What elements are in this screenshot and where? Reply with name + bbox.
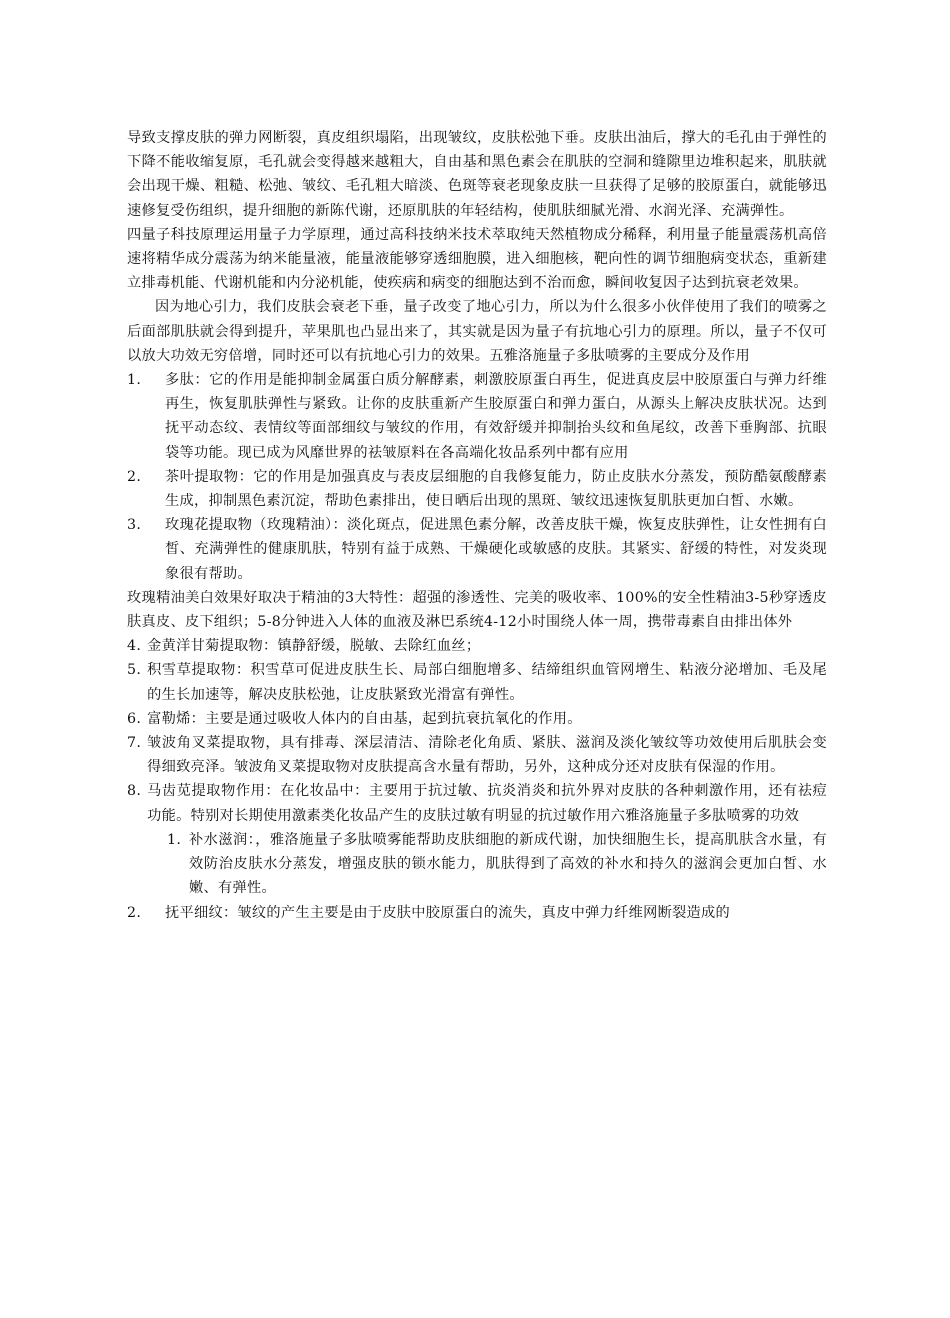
item-number: 8. [127, 783, 142, 800]
ingredient-item [127, 779, 827, 827]
paragraph-quantum-principle: 四量子科技原理运用量子力学原理，通过高科技纳米技术萃取纯天然植物成分稀释，利用量子能量震荡机高倍速将精华成分震荡为纳米能量液，能量液能够穿透细胞膜，进入细胞核，靶向性的调节细胞病变状态，重新建立排毒机能、代谢机能和内分泌机能，使疾病和病变的细胞达到不治而愈，瞬间收复因子达到抗衰老效果。 [127, 226, 827, 292]
item-number: 7. [127, 735, 142, 752]
item-text: 积雪草提取物：积雪草可促进皮肤生长、局部白细胞增多、结缔组织血管网增生、粘液分泌增加、毛及尾的生长加速等，解决皮肤松弛，让皮肤紧致光滑富有弹性。 [147, 662, 827, 703]
item-text: 茶叶提取物：它的作用是加强真皮与表皮层细胞的自我修复能力，防止皮肤水分蒸发，预防酷氨酸酵素生成，抑制黑色素沉淀，帮助色素排出，使日晒后出现的黑斑、皱纹迅速恢复肌肤更加白皙、水嫩。 [165, 468, 827, 510]
item-text: 抚平细纹：皱纹的产生主要是由于皮肤中胶原蛋白的流失，真皮中弹力纤维网断裂造成的 [165, 904, 731, 921]
item-text: 补水滋润：，雅洛施量子多肽喷雾能帮助皮肤细胞的新成代谢，加快细胞生长，提高肌肤含水量，有效防治皮肤水分蒸发，增强皮肤的锁水能力，肌肤得到了高效的补水和持久的滋润会更加白皙、水嫩、有弹性。 [189, 831, 827, 897]
item-number: 1. [127, 372, 142, 389]
item-number: 6. [127, 710, 142, 727]
item-text: 皱波角叉菜提取物，具有排毒、深层清洁、清除老化角质、紧肤、滋润及淡化皱纹等功效使用后肌肤会变得细致亮泽。皱波角叉菜提取物对皮肤提高含水量有帮助，另外，这种成分还对皮肤有保湿的作用。 [147, 735, 827, 776]
item-number: 5. [127, 662, 142, 679]
item-text: 富勒烯：主要是通过吸收人体内的自由基，起到抗衰抗氧化的作用。 [147, 710, 582, 727]
ingredient-item [127, 731, 827, 779]
paragraph-rose-oil: 玫瑰精油美白效果好取决于精油的3大特性：超强的渗透性、完美的吸收率、100%的安全性精油3-5秒穿透皮肤真皮、皮下组织；5-8分钟进入人体的血液及淋巴系统4-12小时围绕人体一周，携带毒素自由排出体外 [127, 589, 827, 631]
ingredient-item [127, 634, 827, 658]
paragraph-collagen: 导致支撑皮肤的弹力网断裂，真皮组织塌陷，出现皱纹，皮肤松弛下垂。皮肤出油后，撑大的毛孔由于弹性的下降不能收缩复原，毛孔就会变得越来越粗大，自由基和黑色素会在肌肤的空洞和缝隙里边堆积起来，肌肤就会出现干燥、粗糙、松弛、皱纹、毛孔粗大暗淡、色斑等衰老现象皮肤一旦获得了足够的胶原蛋白，就能够迅速修复受伤组织，提升细胞的新陈代谢，还原肌肤的年轻结构，使肌肤细腻光滑、水润光泽、充满弹性。 [127, 130, 827, 219]
item-text: 金黄洋甘菊提取物：镇静舒缓，脱敏、去除红血丝； [147, 638, 481, 655]
item-number: 1. [167, 831, 182, 848]
item-number: 3. [127, 517, 142, 534]
item-text: 玫瑰花提取物（玫瑰精油）：淡化斑点，促进黑色素分解，改善皮肤干燥，恢复皮肤弹性，让女性拥有白皙、充满弹性的健康肌肤，特别有益于成熟、干燥硬化或敏感的皮肤。其紧实、舒缓的特性，对发炎现象很有帮助。 [165, 517, 827, 582]
ingredient-item [127, 707, 827, 731]
item-number: 2. [127, 468, 142, 485]
item-number: 4. [127, 638, 142, 655]
effect-item [127, 901, 827, 925]
ingredient-item [127, 513, 827, 586]
ingredient-item [127, 368, 827, 465]
paragraph-gravity: 因为地心引力，我们皮肤会衰老下垂，量子改变了地心引力，所以为什么很多小伙伴使用了我们的喷雾之后面部肌肤就会得到提升，苹果肌也凸显出来了，其实就是因为量子有抗地心引力的原理。所以，量子不仅可以放大功效无穷倍增，同时还可以有抗地心引力的效果。五雅洛施量子多肽喷雾的主要成分及作用 [127, 299, 827, 364]
ingredient-item [127, 465, 827, 513]
ingredient-item [127, 658, 827, 706]
item-text: 多肽：它的作用是能抑制金属蛋白质分解酵素，刺激胶原蛋白再生，促进真皮层中胶原蛋白与弹力纤维再生，恢复肌肤弹性与紧致。让你的皮肤重新产生胶原蛋白和弹力蛋白，从源头上解决皮肤状况。达到抚平动态纹、表情纹等面部细纹与皱纹的作用，有效舒缓并抑制抬头纹和鱼尾纹，改善下垂胸部、抗眼袋等功能。现已成为风靡世界的祛皱原料在各高端化妆品系列中都有应用 [165, 372, 827, 461]
item-text: 马齿苋提取物作用：在化妆品中：主要用于抗过敏、抗炎消炎和抗外界对皮肤的各种刺激作用，还有祛痘功能。特别对长期使用激素类化妆品产生的皮肤过敏有明显的抗过敏作用六雅洛施量子多肽喷雾的功效 [147, 783, 827, 824]
effect-item [167, 828, 827, 901]
item-number: 2. [127, 904, 142, 921]
document-page [127, 126, 827, 925]
